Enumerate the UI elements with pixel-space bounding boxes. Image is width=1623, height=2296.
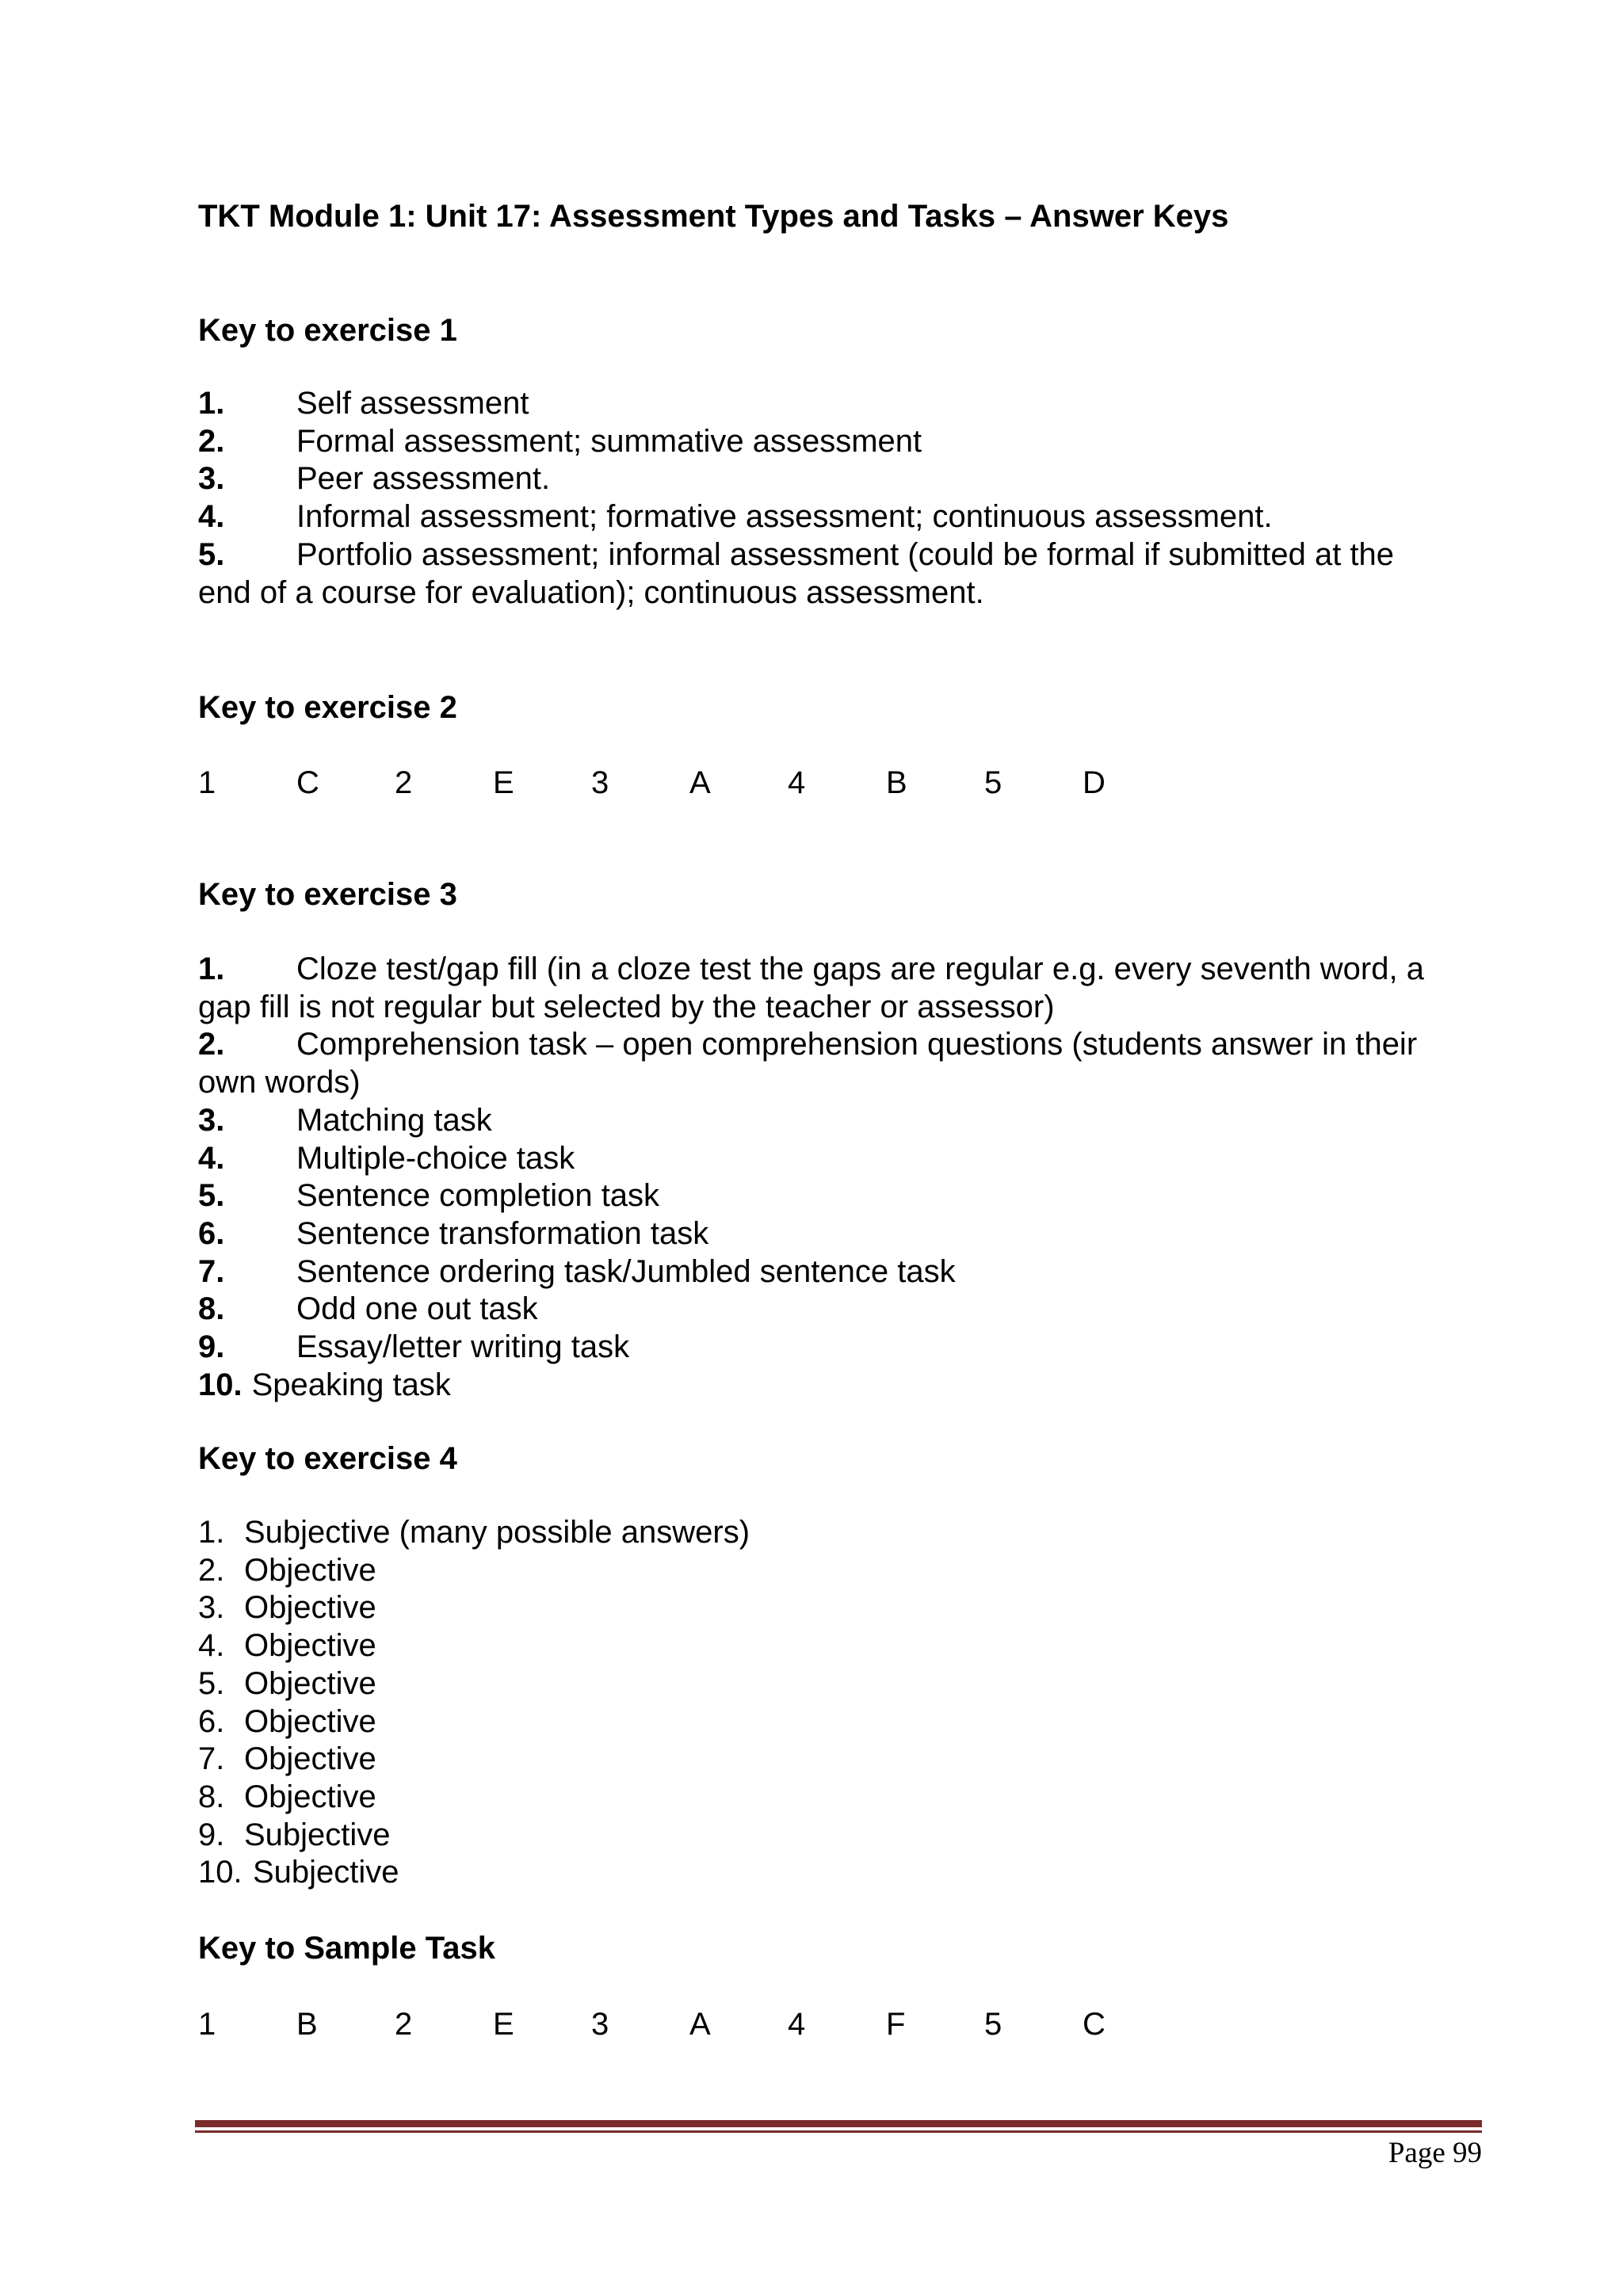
list-item <box>198 1102 1498 1140</box>
list-item <box>198 1817 1498 1855</box>
list-item <box>198 1589 1498 1627</box>
list-item <box>198 536 1498 574</box>
item-text: Objective <box>244 1741 376 1777</box>
list-item <box>198 1177 1498 1215</box>
answer-number: 5 <box>984 765 1002 800</box>
item-number: 6. <box>198 1703 225 1739</box>
item-number: 3. <box>198 461 225 497</box>
item-text: Objective <box>244 1590 376 1626</box>
item-number: 4. <box>198 1628 225 1664</box>
answer-letter: A <box>689 765 711 800</box>
list-item <box>198 423 1498 461</box>
exercise-4-answers <box>198 1514 1498 1892</box>
list-item <box>198 460 1498 498</box>
answer-number: 2 <box>395 765 413 800</box>
list-item <box>198 1026 1498 1064</box>
list-item-continuation: gap fill is not regular but selected by the teacher or assessor) <box>198 989 1055 1024</box>
list-item <box>198 1367 1498 1405</box>
item-text: Sentence completion task <box>296 1178 660 1214</box>
list-item <box>198 385 1498 423</box>
exercise-1-heading: Key to exercise 1 <box>198 313 457 348</box>
page-number: Page 99 <box>1388 2137 1482 2169</box>
item-text: Sentence transformation task <box>296 1215 709 1251</box>
item-text: Speaking task <box>251 1367 451 1402</box>
list-item <box>198 1741 1498 1779</box>
exercise-3-heading: Key to exercise 3 <box>198 877 457 912</box>
exercise-1-answers <box>198 385 1498 612</box>
item-number: 4. <box>198 499 225 535</box>
item-number: 3. <box>198 1590 225 1626</box>
item-text: Peer assessment. <box>296 461 551 497</box>
item-text: Essay/letter writing task <box>296 1329 630 1365</box>
item-number: 1. <box>198 386 225 421</box>
item-number: 4. <box>198 1140 225 1176</box>
answer-number: 1 <box>198 765 216 800</box>
list-item <box>198 1703 1498 1741</box>
item-text: Objective <box>244 1552 376 1588</box>
item-text: Odd one out task <box>296 1291 538 1327</box>
item-number: 2. <box>198 423 225 459</box>
item-text: Informal assessment; formative assessment; continuous assessment. <box>296 499 1273 535</box>
item-text: Subjective (many possible answers) <box>244 1515 750 1550</box>
item-number: 1. <box>198 1515 225 1550</box>
item-text: Subjective <box>244 1817 391 1852</box>
list-item-continuation: own words) <box>198 1065 361 1100</box>
item-text: Objective <box>244 1665 376 1701</box>
item-number: 2. <box>198 1027 225 1062</box>
item-number: 8. <box>198 1291 225 1327</box>
item-number: 6. <box>198 1215 225 1251</box>
answer-number: 3 <box>591 765 609 800</box>
answer-letter: C <box>1083 2007 1106 2042</box>
list-item <box>198 951 1498 989</box>
list-item <box>198 1291 1498 1329</box>
answer-letter: C <box>296 765 319 800</box>
item-number: 5. <box>198 536 225 572</box>
list-item <box>198 1665 1498 1703</box>
sample-task-heading: Key to Sample Task <box>198 1931 495 1966</box>
answer-letter: A <box>689 2007 711 2042</box>
answer-letter: E <box>493 765 514 800</box>
item-number: 9. <box>198 1817 225 1852</box>
answer-number: 5 <box>984 2007 1002 2042</box>
answer-letter: B <box>886 765 907 800</box>
list-item-continuation: end of a course for evaluation); continuous assessment. <box>198 574 984 610</box>
item-text: Matching task <box>296 1102 492 1138</box>
exercise-4-heading: Key to exercise 4 <box>198 1441 457 1476</box>
answer-number: 2 <box>395 2007 413 2042</box>
item-number: 7. <box>198 1741 225 1777</box>
answer-letter: B <box>296 2007 318 2042</box>
footer-divider <box>195 2120 1482 2127</box>
item-number: 10. <box>198 1367 242 1402</box>
item-text: Subjective <box>253 1855 399 1890</box>
answer-number: 4 <box>788 2007 806 2042</box>
list-item <box>198 1329 1498 1367</box>
exercise-2-answer-row <box>198 763 1228 803</box>
answer-letter: D <box>1083 765 1106 800</box>
page-title: TKT Module 1: Unit 17: Assessment Types and Tasks – Answer Keys <box>198 199 1229 234</box>
list-item <box>198 1215 1498 1253</box>
item-number: 1. <box>198 952 225 986</box>
item-text: Objective <box>244 1703 376 1739</box>
exercise-3-answers <box>198 951 1498 1404</box>
item-text: Sentence ordering task/Jumbled sentence task <box>296 1253 956 1289</box>
item-number: 5. <box>198 1178 225 1214</box>
sample-task-answer-row <box>198 2004 1228 2044</box>
item-number: 9. <box>198 1329 225 1365</box>
item-text: Portfolio assessment; informal assessment (could be formal if submitted at the <box>296 536 1395 572</box>
answer-number: 4 <box>788 765 806 800</box>
list-item <box>198 1779 1498 1817</box>
item-text: Objective <box>244 1779 376 1814</box>
answer-letter: F <box>886 2007 906 2042</box>
item-number: 7. <box>198 1253 225 1289</box>
item-text: Objective <box>244 1628 376 1664</box>
item-text: Formal assessment; summative assessment <box>296 423 922 459</box>
item-text: Self assessment <box>296 386 529 421</box>
list-item <box>198 498 1498 536</box>
item-text: Cloze test/gap fill (in a cloze test the gaps are regular e.g. every seventh word, a <box>296 952 1424 986</box>
answer-letter: E <box>493 2007 514 2042</box>
answer-number: 1 <box>198 2007 216 2042</box>
list-item <box>198 1514 1498 1552</box>
list-item <box>198 1552 1498 1590</box>
item-number: 5. <box>198 1665 225 1701</box>
footer-divider-thin <box>195 2130 1482 2133</box>
item-number: 3. <box>198 1102 225 1138</box>
item-number: 8. <box>198 1779 225 1814</box>
list-item <box>198 1140 1498 1178</box>
item-text: Comprehension task – open comprehension questions (students answer in their <box>296 1027 1418 1062</box>
item-text: Multiple-choice task <box>296 1140 575 1176</box>
item-number: 10. <box>198 1855 242 1890</box>
list-item <box>198 1253 1498 1291</box>
list-item <box>198 1854 1498 1892</box>
exercise-2-heading: Key to exercise 2 <box>198 690 457 725</box>
item-number: 2. <box>198 1552 225 1588</box>
list-item <box>198 1627 1498 1665</box>
answer-number: 3 <box>591 2007 609 2042</box>
